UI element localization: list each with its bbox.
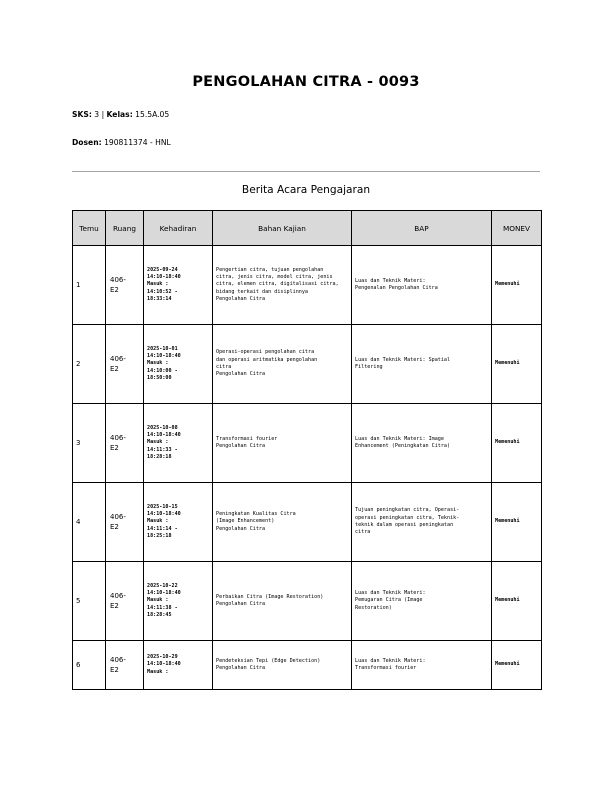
cell-kehadiran-line: Masuk :	[147, 281, 169, 288]
cell-kehadiran-line: 18:33:14	[147, 295, 172, 302]
cell-bap-line: Transformasi fourier	[355, 665, 417, 671]
cell-bahan-kajian-line: bidang terkait dan disiplinnya	[216, 288, 309, 295]
cell-kehadiran-line: 14:10-18:40	[147, 274, 181, 281]
cell-kehadiran-line: 14:10-18:40	[147, 511, 181, 518]
cell-bahan-kajian-line: citra, elemen citra, digitalisasi citra,	[216, 281, 339, 288]
kelas-label: Kelas:	[106, 110, 133, 119]
dosen-label: Dosen:	[72, 138, 102, 147]
cell-ruang-line: 406-	[110, 656, 126, 664]
cell-kehadiran-line: 2025-10-08	[147, 424, 178, 431]
cell-kehadiran-line: 14:11:38 -	[147, 604, 178, 611]
cell-bap	[352, 325, 492, 404]
cell-bap-line: teknik dalam operasi peningkatan	[355, 522, 454, 528]
meta-separator: |	[101, 110, 105, 119]
cell-monev: Memenuhi	[492, 641, 542, 690]
cell-ruang	[106, 246, 144, 325]
teaching-record-table	[72, 210, 542, 690]
cell-bap	[352, 246, 492, 325]
cell-bap	[352, 641, 492, 690]
cell-kehadiran-line: 18:28:45	[147, 611, 172, 618]
table-header-row	[73, 211, 542, 246]
cell-kehadiran-line: 14:10-18:40	[147, 353, 181, 360]
cell-bahan-kajian	[213, 325, 352, 404]
cell-ruang-line: E2	[110, 286, 119, 294]
cell-bap-line: Restoration)	[355, 604, 392, 611]
cell-bahan-kajian-line: Transformasi fourier	[216, 435, 278, 442]
sks-label: SKS:	[72, 110, 92, 119]
header-monev: MONEV	[492, 211, 542, 246]
cell-ruang-line: 406-	[110, 355, 126, 363]
cell-temu: 1	[73, 246, 106, 325]
cell-bap-line: Tujuan peningkatan citra, Operasi-	[355, 507, 460, 514]
cell-bahan-kajian-line: Pendeteksian Tepi (Edge Detection)	[216, 657, 321, 664]
cell-kehadiran-line: Masuk :	[147, 518, 169, 525]
cell-kehadiran-line: 2025-10-15	[147, 503, 178, 510]
header-bap: BAP	[352, 211, 492, 246]
cell-bahan-kajian-line: Pengolahan Citra	[216, 371, 266, 378]
cell-monev: Memenuhi	[492, 562, 542, 641]
cell-bap-line: Luas dan Teknik Materi:	[355, 277, 426, 284]
cell-monev: Memenuhi	[492, 325, 542, 404]
cell-temu: 4	[73, 483, 106, 562]
table-row	[73, 246, 542, 325]
cell-kehadiran	[144, 325, 213, 404]
page-title: PENGOLAHAN CITRA - 0093	[192, 74, 420, 90]
dosen-value: 190811374 - HNL	[104, 138, 171, 147]
cell-kehadiran-line: 2025-10-01	[147, 345, 178, 352]
cell-bahan-kajian-line: (Image Enhancement)	[216, 518, 275, 525]
cell-kehadiran-line: 2025-10-22	[147, 582, 178, 589]
cell-bahan-kajian	[213, 562, 352, 641]
cell-temu: 3	[73, 404, 106, 483]
cell-bap-line: Luas dan Teknik Materi: Spatial	[355, 356, 451, 363]
cell-bahan-kajian-line: Pengertian citra, tujuan pengolahan	[216, 266, 324, 273]
cell-kehadiran	[144, 404, 213, 483]
cell-kehadiran-line: 2025-09-24	[147, 266, 178, 273]
cell-bap	[352, 404, 492, 483]
cell-bahan-kajian-line: Peningkatan Kualitas Citra	[216, 511, 296, 518]
cell-temu: 6	[73, 641, 106, 690]
table-row	[73, 562, 542, 641]
cell-bahan-kajian-line: citra	[216, 364, 232, 370]
cell-ruang-line: 406-	[110, 276, 126, 284]
cell-bahan-kajian-line: Pengolahan Citra	[216, 443, 266, 449]
cell-kehadiran-line: 14:10-18:40	[147, 432, 181, 439]
cell-kehadiran-line: Masuk :	[147, 360, 169, 367]
cell-bap	[352, 483, 492, 562]
divider	[72, 171, 540, 172]
cell-bap-line: Luas dan Teknik Materi: Image	[355, 435, 444, 442]
cell-bahan-kajian	[213, 641, 352, 690]
table-body	[73, 246, 542, 690]
table-row	[73, 483, 542, 562]
cell-ruang-line: E2	[110, 602, 119, 610]
cell-bap-line: citra	[355, 529, 371, 536]
cell-ruang	[106, 325, 144, 404]
cell-kehadiran	[144, 641, 213, 690]
cell-bap-line: Filtering	[355, 364, 383, 370]
header-kehadiran: Kehadiran	[144, 211, 213, 246]
cell-temu: 2	[73, 325, 106, 404]
cell-bap-line: operasi peningkatan citra, Teknik-	[355, 514, 460, 521]
course-info	[72, 110, 169, 119]
cell-kehadiran-line: 14:11:14 -	[147, 525, 178, 532]
cell-monev: Memenuhi	[492, 246, 542, 325]
cell-bap-line: Enhancement (Peningkatan Citra)	[355, 443, 451, 449]
cell-bap	[352, 562, 492, 641]
cell-kehadiran-line: 14:10:52 -	[147, 288, 178, 295]
header-ruang: Ruang	[106, 211, 144, 246]
sks-value: 3	[94, 110, 100, 119]
cell-bahan-kajian	[213, 483, 352, 562]
cell-monev: Memenuhi	[492, 404, 542, 483]
table-row	[73, 641, 542, 690]
cell-kehadiran-line: 2025-10-29	[147, 654, 178, 661]
kelas-value: 15.5A.05	[135, 110, 170, 119]
cell-ruang-line: E2	[110, 365, 119, 373]
header-bahan-kajian: Bahan Kajian	[213, 211, 352, 246]
cell-ruang-line: 406-	[110, 592, 126, 600]
cell-ruang	[106, 562, 144, 641]
cell-kehadiran-line: 14:10-18:40	[147, 590, 181, 597]
cell-bahan-kajian-line: Pengolahan Citra	[216, 295, 266, 302]
lecturer-info	[72, 138, 171, 147]
cell-ruang-line: E2	[110, 666, 119, 674]
cell-bahan-kajian	[213, 246, 352, 325]
cell-bahan-kajian-line: Operasi-operasi pengolahan citra	[216, 349, 315, 356]
cell-bahan-kajian-line: dan operasi aritmatika pengolahan	[216, 356, 318, 363]
cell-bahan-kajian-line: Pengolahan Citra	[216, 525, 266, 532]
cell-bap-line: Luas dan Teknik Materi:	[355, 657, 426, 664]
section-title: Berita Acara Pengajaran	[241, 184, 371, 196]
cell-monev: Memenuhi	[492, 483, 542, 562]
cell-ruang-line: 406-	[110, 434, 126, 442]
cell-bahan-kajian-line: Pengolahan Citra	[216, 665, 266, 671]
cell-kehadiran-line: 14:11:33 -	[147, 446, 178, 453]
cell-kehadiran-line: 18:28:18	[147, 453, 172, 460]
cell-ruang	[106, 641, 144, 690]
cell-kehadiran-line: 14:10-18:40	[147, 661, 181, 668]
cell-kehadiran	[144, 483, 213, 562]
cell-ruang-line: E2	[110, 444, 119, 452]
cell-bap-line: Pemugaran Citra (Image	[355, 597, 423, 604]
cell-ruang	[106, 404, 144, 483]
cell-bahan-kajian-line: Pengolahan Citra	[216, 601, 266, 607]
cell-temu: 5	[73, 562, 106, 641]
cell-kehadiran	[144, 562, 213, 641]
cell-bahan-kajian	[213, 404, 352, 483]
cell-bahan-kajian-line: Perbaikan Citra (Image Restoration)	[216, 593, 324, 600]
cell-kehadiran	[144, 246, 213, 325]
cell-kehadiran-line: Masuk :	[147, 668, 169, 675]
cell-kehadiran-line: Masuk :	[147, 439, 169, 446]
cell-bahan-kajian-line: citra, jenis citra, model citra, jenis	[216, 274, 333, 281]
table-row	[73, 325, 542, 404]
cell-ruang	[106, 483, 144, 562]
cell-ruang-line: E2	[110, 523, 119, 531]
header-temu: Temu	[73, 211, 106, 246]
cell-kehadiran-line: Masuk :	[147, 597, 169, 604]
cell-bap-line: Luas dan Teknik Materi:	[355, 590, 426, 597]
cell-bap-line: Pengenalan Pengolahan Citra	[355, 285, 438, 291]
cell-kehadiran-line: 18:25:18	[147, 532, 172, 539]
cell-kehadiran-line: 14:10:00 -	[147, 367, 178, 374]
cell-kehadiran-line: 18:50:00	[147, 374, 172, 381]
table-row	[73, 404, 542, 483]
cell-ruang-line: 406-	[110, 513, 126, 521]
